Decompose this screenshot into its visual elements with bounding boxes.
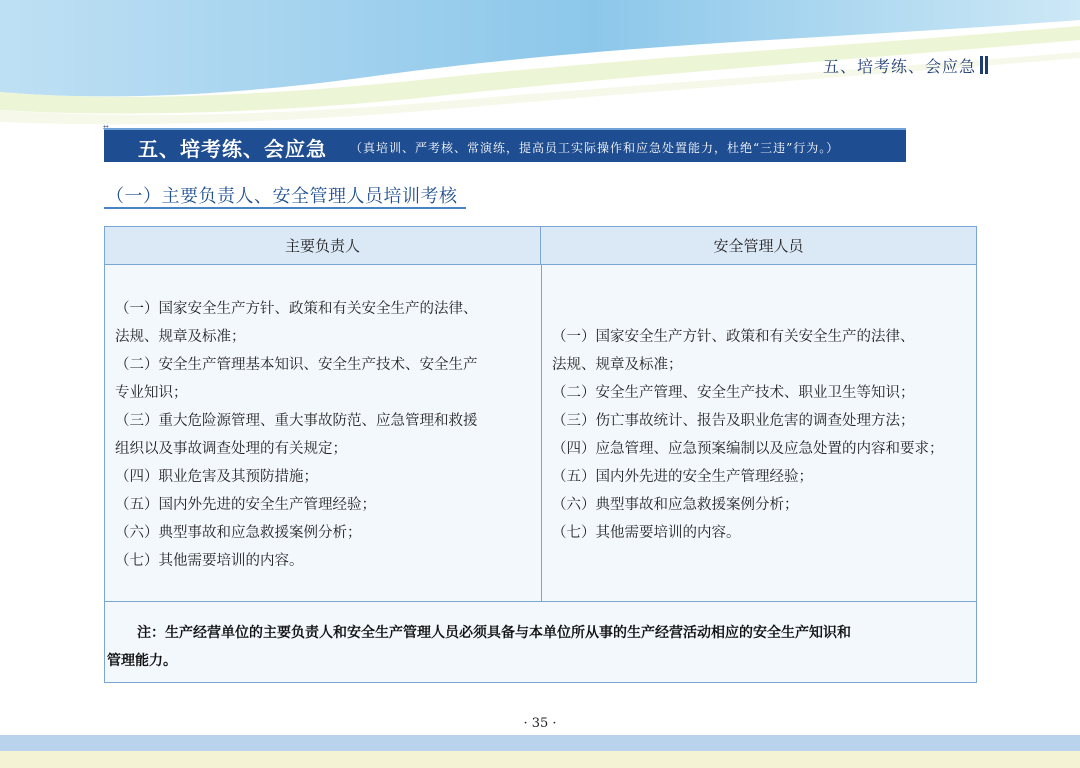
list-item: （一）国家安全生产方针、政策和有关安全生产的法律、 [115,301,478,317]
subsection-underline [104,207,466,209]
list-item: （一）国家安全生产方针、政策和有关安全生产的法律、 [552,329,915,345]
list-item: （四）职业危害及其预防措施； [115,469,318,485]
list-item: （二）安全生产管理、安全生产技术、职业卫生等知识； [552,385,915,401]
list-item: （二）安全生产管理基本知识、安全生产技术、安全生产 [115,357,478,373]
list-item: （三）重大危险源管理、重大事故防范、应急管理和救援 [115,413,478,429]
column-divider [541,265,542,601]
list-item: （六）典型事故和应急救援案例分析； [552,497,799,513]
page-number: · 35 · [523,716,557,731]
list-item: 组织以及事故调查处理的有关规定； [115,441,347,457]
list-item: （七）其他需要培训的内容。 [552,525,741,541]
list-item: （六）典型事故和应急救援案例分析； [115,525,362,541]
safety-manager-training-list [552,323,944,547]
section-title: 五、培考练、会应急 [138,137,327,161]
note-text-line-1: 注：生产经营单位的主要负责人和安全生产管理人员必须具备与本单位所从事的生产经营活动相应的安全生产知识和 [137,625,851,641]
table-note [105,601,976,682]
section-banner [104,128,906,162]
running-header-title: 五、培考练、会应急 [822,57,976,76]
list-item: （七）其他需要培训的内容。 [115,553,304,569]
section-subtitle: （真培训、严考核、常演练，提高员工实际操作和应急处置能力，杜绝“三违”行为。） [350,141,840,155]
footer-band [0,735,1080,751]
footer-band-light [0,751,1080,768]
list-item: （五）国内外先进的安全生产管理经验； [115,497,376,513]
list-item: （四）应急管理、应急预案编制以及应急处置的内容和要求； [552,441,944,457]
list-item: 专业知识； [115,385,188,401]
table-header-safety-manager: 安全管理人员 [541,227,976,265]
list-item: （五）国内外先进的安全生产管理经验； [552,469,813,485]
subsection-heading: （一）主要负责人、安全管理人员培训考核 [106,186,458,207]
training-table [104,226,977,683]
header-bar-mark-icon [980,56,988,74]
list-item: （三）伤亡事故统计、报告及职业危害的调查处理方法； [552,413,915,429]
list-item: 法规、规章及标准； [115,329,246,345]
note-text-line-2: 管理能力。 [107,653,177,669]
list-item: 法规、规章及标准； [552,357,683,373]
principal-training-list [115,295,478,575]
table-header-principal: 主要负责人 [105,227,541,265]
